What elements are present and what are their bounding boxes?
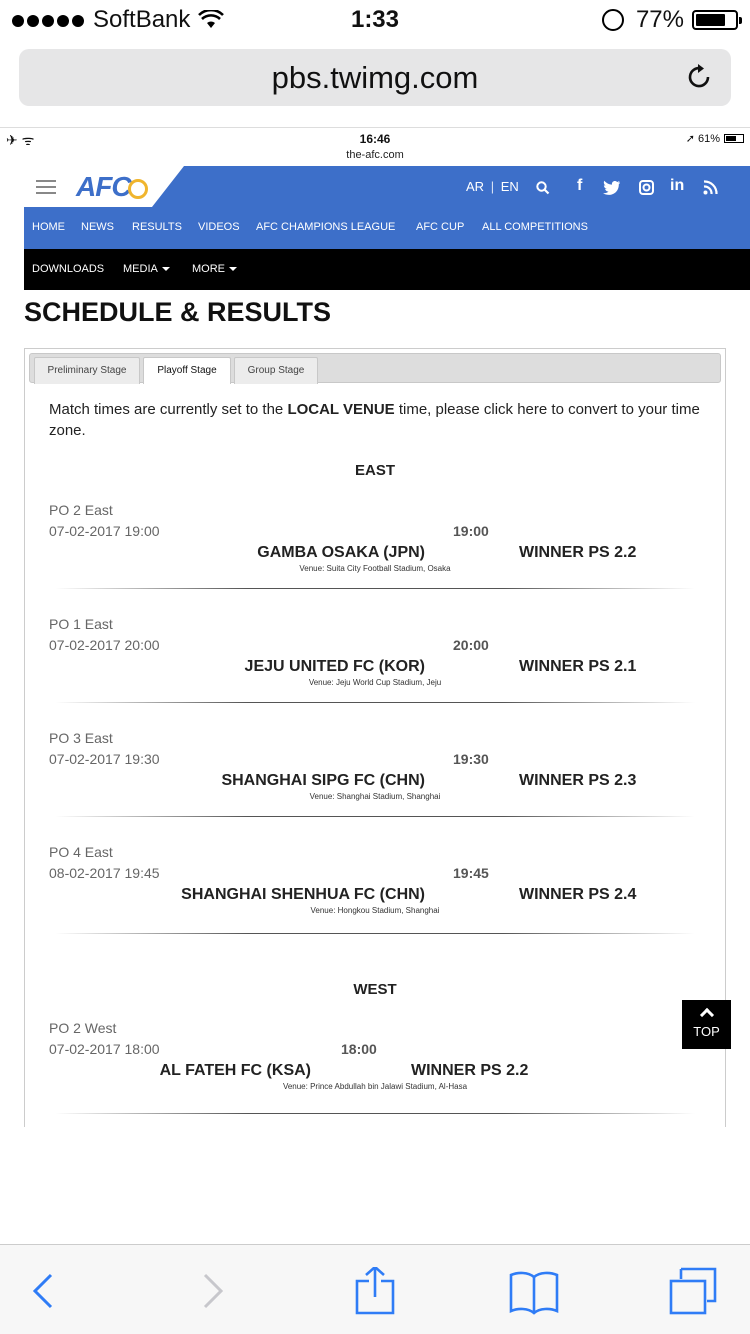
- match-venue: Venue: Shanghai Stadium, Shanghai: [309, 792, 441, 801]
- tab-playoff-stage[interactable]: Playoff Stage: [143, 357, 231, 384]
- home-team[interactable]: AL FATEH FC (KSA): [159, 1062, 311, 1079]
- away-team: WINNER PS 2.2: [411, 1062, 529, 1079]
- away-team: WINNER PS 2.1: [519, 658, 637, 675]
- match-time: 19:00: [453, 523, 489, 539]
- note-text-before: Match times are currently set to the: [49, 401, 288, 418]
- nav-more[interactable]: [192, 263, 237, 275]
- linkedin-icon[interactable]: in: [670, 177, 685, 194]
- match-venue: Venue: Suita City Football Stadium, Osaka: [299, 564, 451, 573]
- region-heading-west: WEST: [353, 981, 397, 998]
- inner-battery-icon: [724, 134, 744, 143]
- afc-logo[interactable]: [76, 171, 148, 203]
- region-heading-east: EAST: [354, 462, 395, 479]
- chevron-down-icon: [162, 267, 170, 271]
- nav-afc-cup[interactable]: AFC CUP: [416, 221, 465, 233]
- lang-ar[interactable]: AR: [466, 179, 485, 194]
- url-text: pbs.twimg.com: [271, 60, 479, 95]
- page-title: SCHEDULE & RESULTS: [24, 297, 332, 327]
- match-time: 18:00: [341, 1041, 377, 1057]
- share-icon[interactable]: [349, 1267, 401, 1315]
- battery-percent: 77%: [635, 6, 684, 33]
- lock-rotation-icon: [602, 9, 624, 31]
- home-team[interactable]: SHANGHAI SHENHUA FC (CHN): [181, 886, 425, 903]
- browser-toolbar: [0, 1244, 750, 1334]
- stage-tabs: [29, 353, 721, 383]
- match-date: 07-02-2017 20:00: [49, 637, 160, 653]
- language-switch: [466, 179, 519, 194]
- reload-icon[interactable]: [683, 61, 715, 93]
- nav-news[interactable]: NEWS: [81, 221, 114, 233]
- match-venue: Venue: Prince Abdullah bin Jalawi Stadium, Al-Hasa: [282, 1082, 468, 1091]
- match-item[interactable]: [25, 616, 725, 731]
- match-venue: Venue: Jeju World Cup Stadium, Jeju: [308, 678, 442, 687]
- match-round: PO 2 East: [49, 502, 113, 518]
- status-bar: [0, 0, 750, 40]
- tabs-icon[interactable]: [667, 1267, 719, 1315]
- match-divider: [55, 1113, 695, 1114]
- nav-afc-champions-league[interactable]: AFC CHAMPIONS LEAGUE: [256, 221, 396, 233]
- match-venue: Venue: Hongkou Stadium, Shanghai: [310, 906, 440, 915]
- timezone-note: [49, 399, 709, 441]
- away-team: WINNER PS 2.2: [519, 544, 637, 561]
- match-item[interactable]: [25, 1020, 725, 1127]
- away-team: WINNER PS 2.4: [519, 886, 637, 903]
- match-round: PO 2 West: [49, 1020, 117, 1036]
- lang-separator: |: [490, 179, 495, 194]
- inner-clock: 16:46: [359, 132, 391, 146]
- scroll-top-label: TOP: [693, 1024, 720, 1039]
- match-divider: [55, 933, 695, 934]
- back-icon[interactable]: [18, 1267, 70, 1315]
- away-team: WINNER PS 2.3: [519, 772, 637, 789]
- nav-results[interactable]: RESULTS: [132, 221, 182, 233]
- search-icon[interactable]: [536, 181, 550, 195]
- inner-battery-percent: 61%: [697, 132, 720, 145]
- match-item[interactable]: [25, 730, 725, 845]
- home-team[interactable]: JEJU UNITED FC (KOR): [244, 658, 425, 675]
- bookmarks-icon[interactable]: [508, 1267, 560, 1315]
- lang-en[interactable]: EN: [500, 179, 519, 194]
- battery-icon: [692, 10, 738, 30]
- chevron-up-icon: [699, 1008, 713, 1022]
- menu-icon[interactable]: [36, 180, 56, 194]
- match-item[interactable]: [25, 844, 725, 959]
- nav-home[interactable]: HOME: [32, 221, 65, 233]
- match-date: 07-02-2017 19:30: [49, 751, 160, 767]
- nav-more-label: MORE: [192, 263, 225, 275]
- secondary-nav: [24, 249, 750, 290]
- clock: 1:33: [350, 6, 400, 33]
- match-date: 08-02-2017 19:45: [49, 865, 160, 881]
- home-team[interactable]: GAMBA OSAKA (JPN): [257, 544, 425, 561]
- nav-all-competitions[interactable]: ALL COMPETITIONS: [482, 221, 588, 233]
- match-divider: [55, 702, 695, 703]
- nav-media-label: MEDIA: [123, 263, 158, 275]
- match-time: 20:00: [453, 637, 489, 653]
- note-text-after[interactable]: time, please click here to convert to your time zone.: [49, 401, 700, 439]
- carrier-name: SoftBank: [93, 6, 191, 33]
- nav-media[interactable]: [123, 263, 170, 275]
- facebook-icon[interactable]: f: [577, 177, 583, 194]
- home-team[interactable]: SHANGHAI SIPG FC (CHN): [221, 772, 425, 789]
- inner-domain: the-afc.com: [346, 149, 404, 161]
- airplane-wifi-icon: ✈ ᯤ: [6, 132, 35, 148]
- chevron-down-icon: [229, 267, 237, 271]
- embedded-screenshot: [0, 127, 750, 1127]
- match-date: 07-02-2017 18:00: [49, 1041, 160, 1057]
- status-right: [602, 6, 738, 34]
- logo-ball-icon: [128, 179, 148, 199]
- forward-icon[interactable]: [186, 1267, 238, 1315]
- match-divider: [55, 588, 695, 589]
- nav-downloads[interactable]: DOWNLOADS: [32, 263, 105, 275]
- tab-preliminary-stage[interactable]: Preliminary Stage: [34, 357, 140, 384]
- match-time: 19:45: [453, 865, 489, 881]
- match-round: PO 1 East: [49, 616, 113, 632]
- inner-status-right: [686, 132, 744, 145]
- scroll-top-button[interactable]: [682, 1000, 731, 1049]
- match-item[interactable]: [25, 502, 725, 617]
- inner-status-bar: [0, 127, 750, 165]
- primary-nav: [24, 207, 750, 249]
- note-local-venue: LOCAL VENUE: [287, 401, 395, 418]
- rss-icon[interactable]: [703, 180, 718, 195]
- match-time: 19:30: [453, 751, 489, 767]
- logo-text: AFC: [76, 171, 131, 202]
- location-icon: ➚: [685, 133, 698, 145]
- address-bar[interactable]: [19, 49, 731, 106]
- match-divider: [55, 816, 695, 817]
- schedule-panel: [24, 348, 726, 1127]
- match-round: PO 4 East: [49, 844, 113, 860]
- match-round: PO 3 East: [49, 730, 113, 746]
- nav-videos[interactable]: VIDEOS: [198, 221, 240, 233]
- twitter-icon[interactable]: [603, 180, 621, 195]
- match-date: 07-02-2017 19:00: [49, 523, 160, 539]
- tab-group-stage[interactable]: Group Stage: [234, 357, 318, 384]
- instagram-icon[interactable]: [639, 180, 654, 195]
